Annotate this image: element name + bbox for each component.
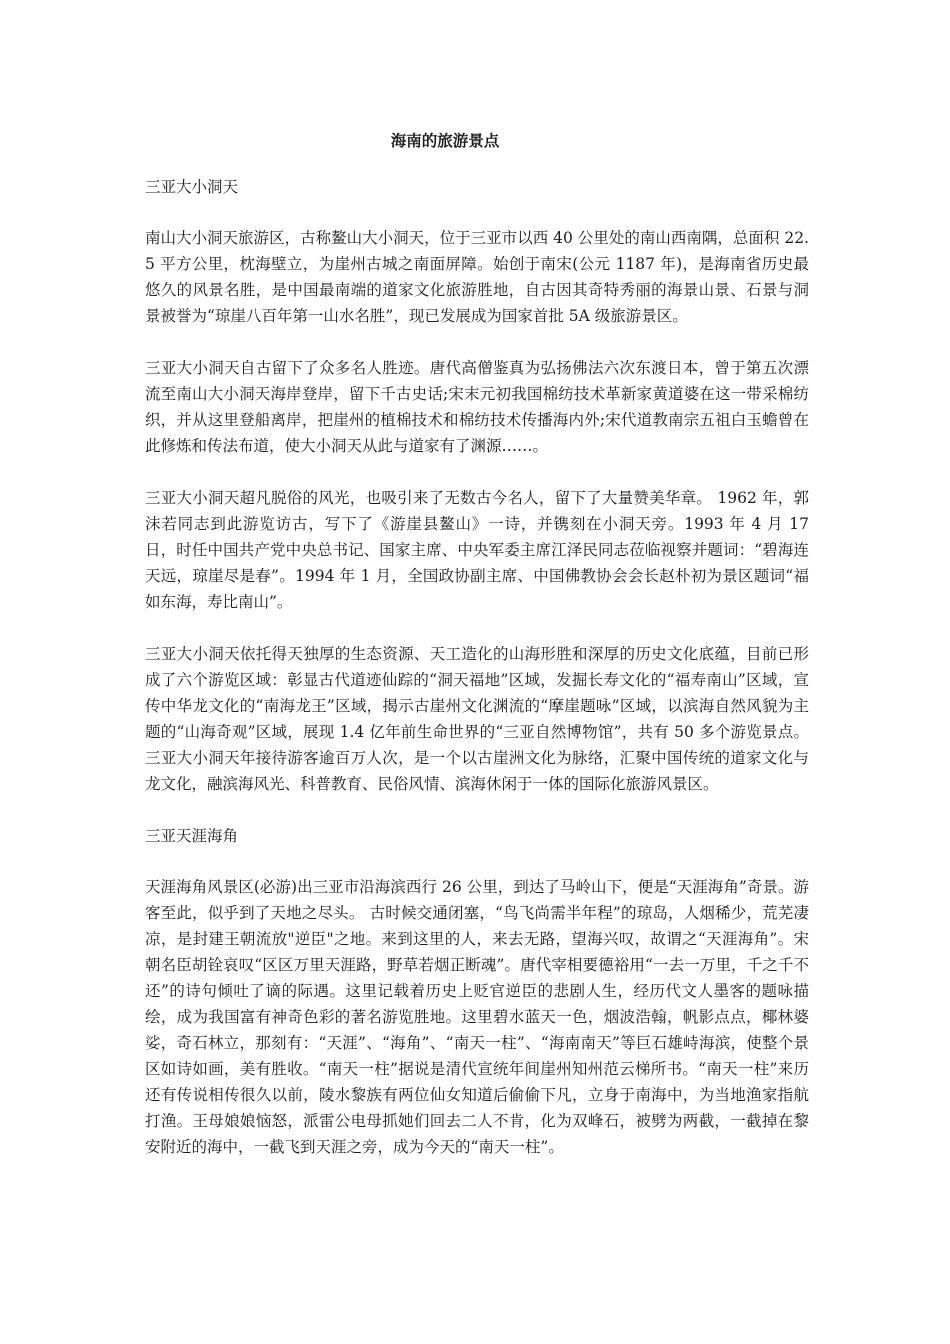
paragraph: 三亚大小洞天超凡脱俗的风光，也吸引来了无数古今名人，留下了大量赞美华章。 1962 年，郭沫若同志到此游览访古，写下了《游崖县鳌山》一诗，并镌刻在小洞天旁。1993 年 4 月 17 日，时任中国共产党中央总书记、国家主席、中央军委主席江泽民同志莅临视察并题词：“碧海连天远，琼崖尽是春”。1994 年 1 月，全国政协副主席、中国佛教协会会长赵朴初为景区题词“福如东海，寿比南山”。 — [145, 489, 809, 611]
section-sanya-tyhj — [145, 823, 809, 1160]
paragraph: 天涯海角风景区(必游)出三亚市沿海滨西行 26 公里，到达了马岭山下，便是“天涯海角”奇景。游客至此，似乎到了天地之尽头。 古时候交通闭塞，“鸟飞尚需半年程”的琼岛，人烟稀少，荒芜凄凉，是封建王朝流放"逆臣"之地。来到这里的人，来去无路，望海兴叹，故谓之“天涯海角”。宋朝名臣胡铨哀叹“区区万里天涯路，野草若烟正断魂”。唐代宰相要德裕用“一去一万里，千之千不还”的诗句倾吐了谪的际遇。这里记载着历史上贬官逆臣的悲剧人生，经历代文人墨客的题咏描绘，成为我国富有神奇色彩的著名游览胜地。这里碧水蓝天一色，烟波浩翰，帆影点点，椰林婆娑，奇石林立，那刻有：“天涯”、“海角”、“南天一柱”、“海南南天”等巨石雄峙海滨，使整个景区如诗如画，美有胜收。“南天一柱”据说是清代宣统年间崖州知州范云梯所书。“南天一柱”来历还有传说相传很久以前，陵水黎族有两位仙女知道后偷偷下凡，立身于南海中，为当地渔家指航打渔。王母娘娘恼怒，派雷公电母抓她们回去二人不肯，化为双峰石，被劈为两截，一截掉在黎安附近的海中，一截飞到天涯之旁，成为今天的“南天一柱”。 — [145, 878, 809, 1156]
paragraph: 南山大小洞天旅游区，古称鳌山大小洞天，位于三亚市以西 40 公里处的南山西南隅，总面积 22.5 平方公里，枕海壁立，为崖州古城之南面屏障。始创于南宋(公元 1187 年)，是海南省历史最悠久的风景名胜，是中国最南端的道家文化旅游胜地，自古因其奇特秀丽的海景山景、石景与洞景被誉为“琼崖八百年第一山水名胜”，现已发展成为国家首批 5A 级旅游景区。 — [145, 229, 809, 325]
paragraph: 三亚大小洞天自古留下了众多名人胜迹。唐代高僧鉴真为弘扬佛法六次东渡日本，曾于第五次漂流至南山大小洞天海岸登岸，留下千古史话;宋末元初我国棉纺技术革新家黄道婆在这一带采棉纺织，并从这里登船离岸，把崖州的植棉技术和棉纺技术传播海内外;宋代道教南宗五祖白玉蟾曾在此修炼和传法布道，使大小洞天从此与道家有了渊源……。 — [145, 359, 809, 455]
page-title: 海南的旅游景点 — [390, 131, 500, 150]
section-heading: 三亚天涯海角 — [145, 827, 239, 845]
document-body — [145, 174, 809, 1186]
section-sanya-dxdt — [145, 174, 809, 797]
section-heading: 三亚大小洞天 — [145, 178, 239, 196]
paragraph: 三亚大小洞天依托得天独厚的生态资源、天工造化的山海形胜和深厚的历史文化底蕴，目前已形成了六个游览区域：彰显古代道迹仙踪的“洞天福地”区域，发掘长寿文化的“福寿南山”区域，宣传中华龙文化的“南海龙王”区域，揭示古崖州文化渊流的“摩崖题咏”区域，以滨海自然风貌为主题的“山海奇观”区域，展现 1.4 亿年前生命世界的“三亚自然博物馆”，共有 50 多个游览景点。三亚大小洞天年接待游客逾百万人次，是一个以古崖洲文化为脉络，汇聚中国传统的道家文化与龙文化，融滨海风光、科普教育、民俗风情、滨海休闲于一体的国际化旅游风景区。 — [145, 645, 809, 793]
